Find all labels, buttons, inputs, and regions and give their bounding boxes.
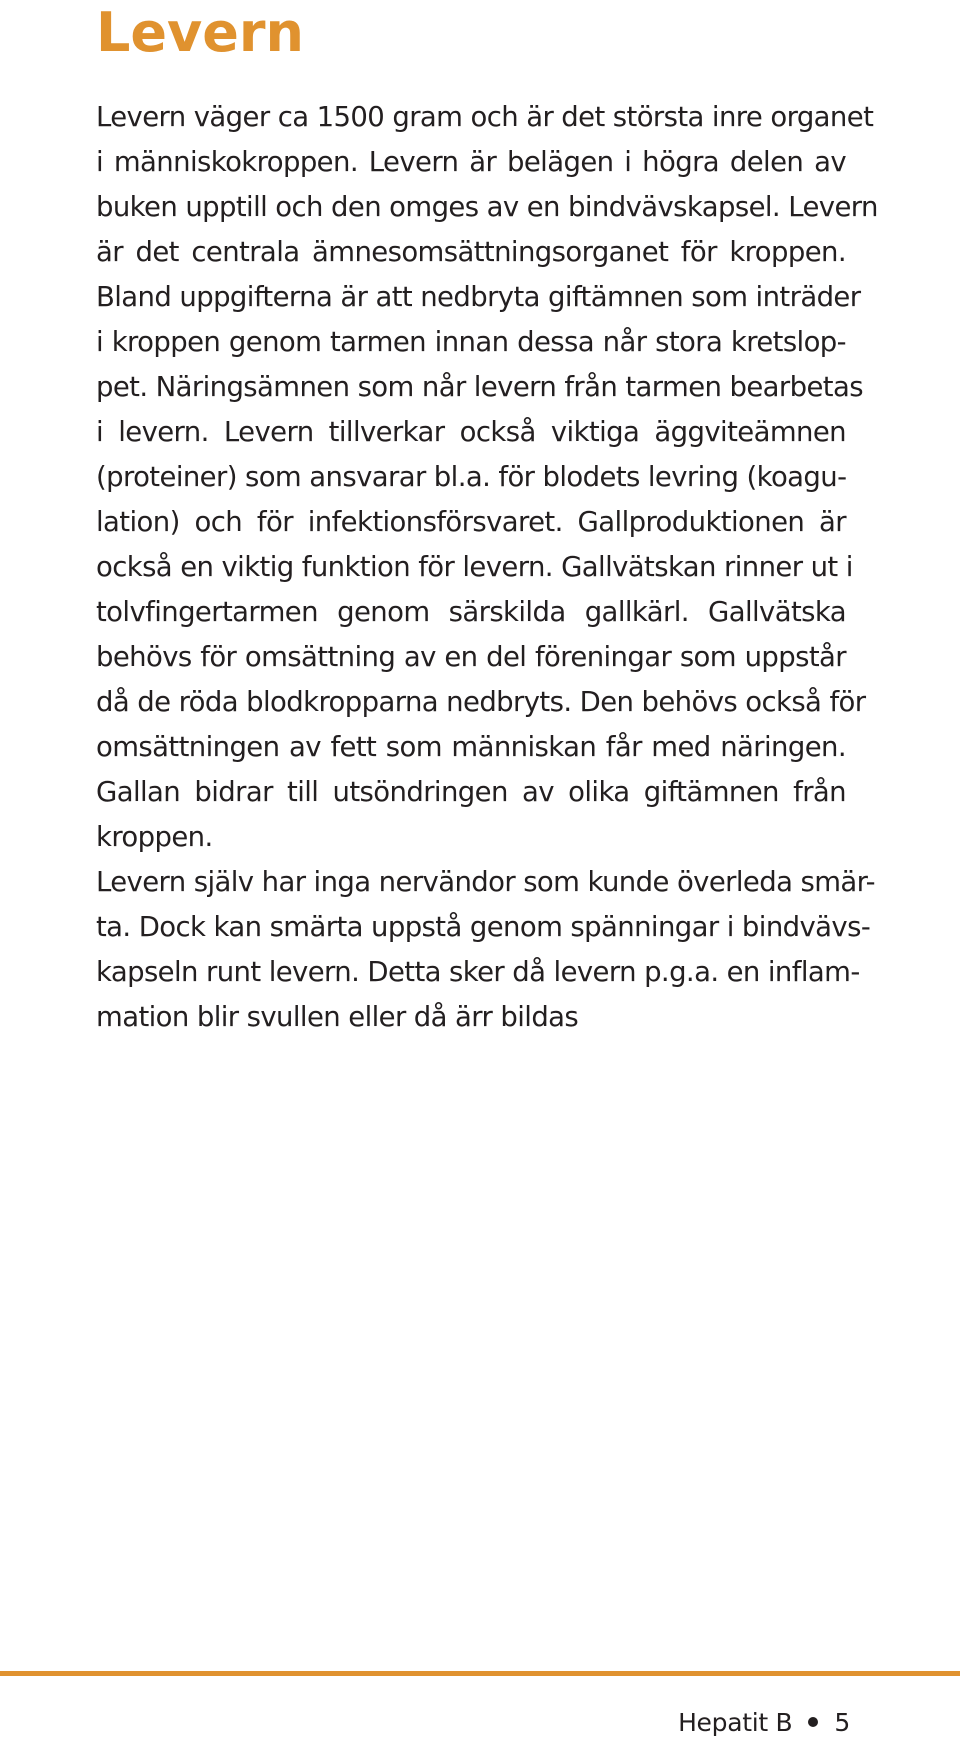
text-line: kroppen. xyxy=(96,821,213,853)
text-line: Bland uppgifterna är att nedbryta giftämnen som inträder xyxy=(96,281,861,313)
text-line: Levern själv har inga nervändor som kunde överleda smär- xyxy=(96,866,875,898)
text-line: också en viktig funktion för levern. Gallvätskan rinner ut i xyxy=(96,551,853,583)
text-line: är det centrala ämnesomsättningsorganet för kroppen. xyxy=(96,236,846,268)
text-line: behövs för omsättning av en del föreningar som uppstår xyxy=(96,641,846,673)
text-line: mation blir svullen eller då ärr bildas xyxy=(96,1001,579,1033)
publication-name: Hepatit B xyxy=(678,1707,793,1737)
page-number: 5 xyxy=(834,1707,850,1737)
text-line: (proteiner) som ansvarar bl.a. för blodets levring (koagu- xyxy=(96,461,847,493)
body-text xyxy=(96,95,878,1040)
text-line: buken upptill och den omges av en bindvävskapsel. Levern xyxy=(96,191,878,223)
text-line: ta. Dock kan smärta uppstå genom spänningar i bindvävs- xyxy=(96,911,871,943)
text-line: lation) och för infektionsförsvaret. Gallproduktionen är xyxy=(96,506,846,538)
text-line: pet. Näringsämnen som når levern från tarmen bearbetas xyxy=(96,371,863,403)
text-line: tolvfingertarmen genom särskilda gallkärl. Gallvätska xyxy=(96,596,846,628)
text-line: i kroppen genom tarmen innan dessa når stora kretslop- xyxy=(96,326,846,358)
bullet-separator xyxy=(808,1717,818,1727)
page-footer xyxy=(678,1704,850,1740)
footer-divider xyxy=(0,1671,960,1676)
text-line: i människokroppen. Levern är belägen i högra delen av xyxy=(96,146,846,178)
text-line: Levern väger ca 1500 gram och är det största inre organet xyxy=(96,101,874,133)
text-line: då de röda blodkropparna nedbryts. Den behövs också för xyxy=(96,686,866,718)
text-line: Gallan bidrar till utsöndringen av olika giftämnen från xyxy=(96,776,846,808)
text-line: omsättningen av fett som människan får med näringen. xyxy=(96,731,846,763)
page-title: Levern xyxy=(96,1,304,64)
text-line: i levern. Levern tillverkar också viktiga äggviteämnen xyxy=(96,416,846,448)
text-line: kapseln runt levern. Detta sker då levern p.g.a. en inflam- xyxy=(96,956,860,988)
